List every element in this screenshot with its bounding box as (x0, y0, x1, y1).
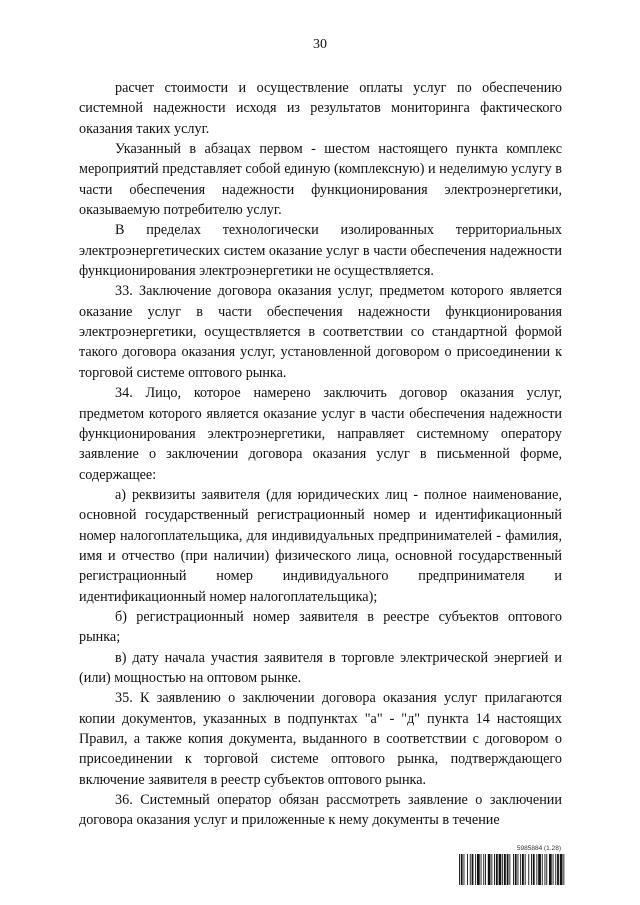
paragraph-10: 36. Системный оператор обязан рассмотреть заявление о заключении договора оказания услуг и приложенные к нему документы в течение (79, 792, 562, 829)
paragraph-1: расчет стоимости и осуществление оплаты услуг по обеспечению системной надежности исходя из результатов мониторинга фактического оказания таких услуг. (79, 80, 562, 137)
paragraph-3: В пределах технологически изолированных территориальных электроэнергетических систем оказание услуг в части обеспечения надежности функционирования электроэнергетики не осуществляется. (79, 222, 562, 280)
barcode-icon (459, 854, 565, 885)
paragraph-2: Указанный в абзацах первом - шестом настоящего пункта комплекс мероприятий представляет собой единую (комплексную) и неделимую услугу в части обеспечения надежности функционирования электроэнергетики, оказываемую потребителю услуг. (79, 141, 562, 219)
document-body (79, 78, 562, 831)
page-number: 30 (313, 37, 327, 52)
paragraph-9: 35. К заявлению о заключении договора оказания услуг прилагаются копии документов, указанных в подпунктах "а" - "д" пункта 14 настоящих Правил, а также копия документа, выданного в соответствии с договором о присоединении к торговой системе оптового рынка, подтверждающего включение заявителя в реестр субъектов оптового рынка. (79, 690, 562, 788)
paragraph-7: б) регистрационный номер заявителя в реестре субъектов оптового рынка; (79, 608, 562, 646)
paragraph-4: 33. Заключение договора оказания услуг, предметом которого является оказание услуг в части обеспечения надежности функционирования электроэнергетики, осуществляется в соответствии со стандартной формой такого договора оказания услуг, установленной договором о присоединении к торговой системе оптового рынка. (79, 283, 562, 381)
paragraph-6: а) реквизиты заявителя (для юридических лиц - полное наименование, основной государственный регистрационный номер и идентификационный номер налогоплательщика, для индивидуальных предпринимателей - фамилия, имя и отчество (при наличии) физического лица, основной государственный регистрационный номер индивидуального предпринимателя и идентификационный номер налогоплательщика); (79, 486, 562, 605)
barcode-area (459, 845, 565, 885)
barcode-label: 5985884 (1.28) (516, 845, 561, 852)
paragraph-5: 34. Лицо, которое намерено заключить договор оказания услуг, предметом которого является оказание услуг в части обеспечения надежности функционирования электроэнергетики, направляет системному оператору заявление о заключении договора оказания услуг в письменной форме, содержащее: (79, 385, 562, 483)
paragraph-8: в) дату начала участия заявителя в торговле электрической энергией и (или) мощностью на оптовом рынке. (79, 649, 562, 686)
